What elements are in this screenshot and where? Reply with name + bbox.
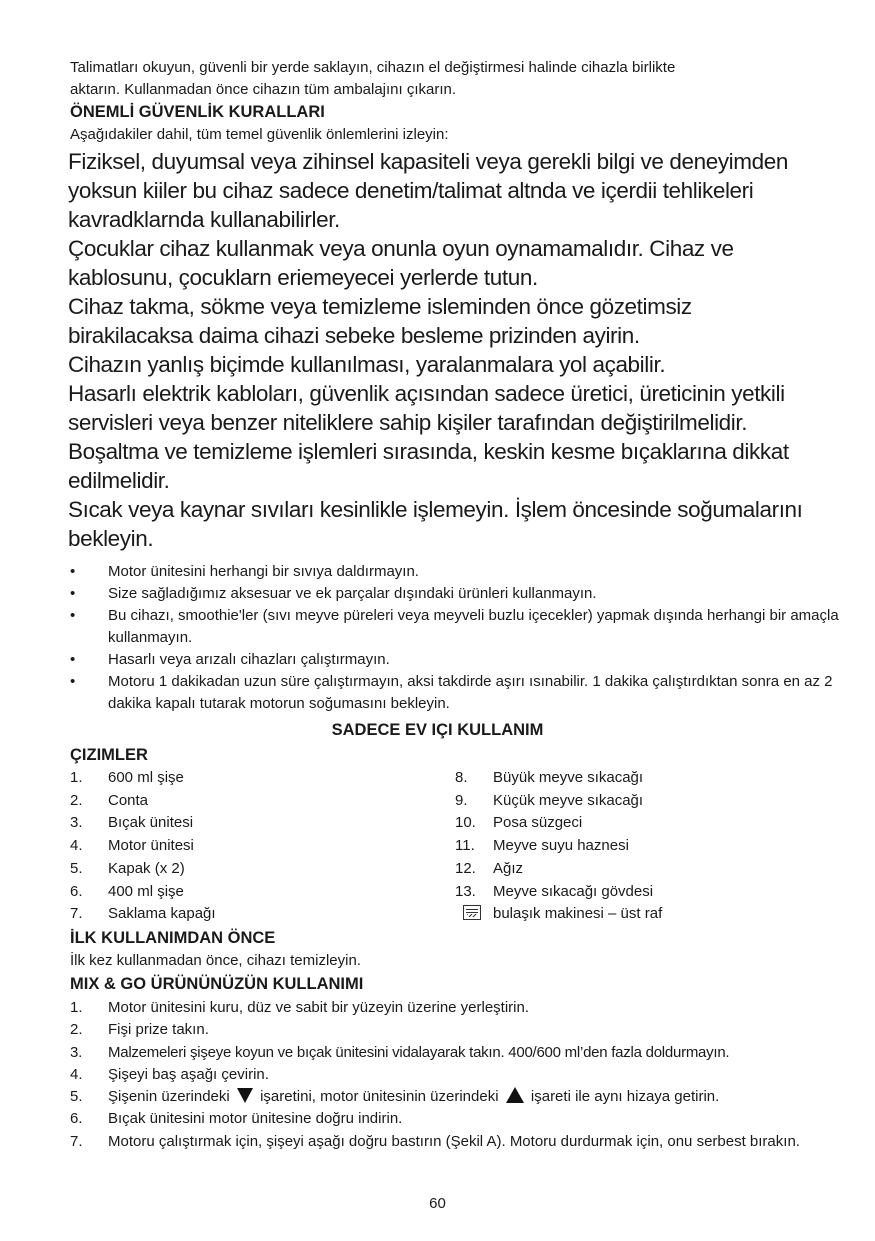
safety-bullet-list [70,561,840,715]
triangle-up-icon [506,1087,524,1103]
warning-line: Hasarlı elektrik kabloları, güvenlik açısından sadece üretici, üreticinin yetkili [68,381,785,406]
page-number: 60 [429,1195,446,1212]
list-item [70,903,430,926]
bullet-icon: • [70,651,76,668]
step-text: Malzemeleri şişeye koyun ve bıçak ünitesini vidalayarak takın. 400/600 ml’den fazla doldurmayın. [108,1043,730,1061]
list-item [70,881,430,904]
list-item [455,790,815,813]
list-item [455,812,815,835]
warning-line: Sıcak veya kaynar sıvıları kesinlikle işlemeyin. İşlem öncesinde soğumalarını [68,497,803,522]
list-item [70,767,430,790]
safety-heading: ÖNEMLİ GÜVENLİK KURALLARI [70,103,325,121]
dishwasher-label: bulaşık makinesi – üst raf [493,905,663,923]
list-item [455,903,815,926]
step-number: 4. [70,1065,83,1083]
step-number: 3. [70,1043,83,1061]
list-item [70,1131,840,1153]
warning-line: Boşaltma ve temizleme işlemleri sırasında, keskin kesme bıçaklarına dikkat [68,439,789,464]
step-text: Motoru çalıştırmak için, şişeyi aşağı doğru bastırın (Şekil A). Motoru durdurmak için, onu serbest bırakın. [108,1132,800,1150]
list-item [70,1064,840,1086]
safety-warnings [68,147,848,553]
step-text: Şişeyi baş aşağı çevirin. [108,1065,269,1083]
item-number: 7. [70,905,83,923]
list-item [70,1042,840,1064]
item-number: 2. [70,791,83,809]
item-label: Kapak (x 2) [108,859,185,877]
intro-line: Talimatları okuyun, güvenli bir yerde saklayın, cihazın el değiştirmesi halinde cihazla birlikte [70,59,676,76]
list-item [70,561,840,583]
item-label: Saklama kapağı [108,905,216,923]
list-item [455,835,815,858]
list-item [70,1108,840,1130]
list-item [70,671,840,715]
step-text: Motor ünitesini kuru, düz ve sabit bir yüzeyin üzerine yerleştirin. [108,999,530,1016]
bullet-icon: • [70,585,76,602]
list-item [455,767,815,790]
item-label: Büyük meyve sıkacağı [493,769,644,786]
item-label: Motor ünitesi [108,837,194,855]
list-item [70,858,430,881]
step-number: 2. [70,1021,83,1039]
bullet-text: Motor ünitesini herhangi bir sıvıya daldırmayın. [108,563,419,580]
bullet-text: Motoru 1 dakikadan uzun süre çalıştırmayın, aksi takdirde aşırı ısınabilir. 1 dakika çalıştırdıktan sonra en az 2 dakika kapalı tutarak motorun soğumasını bekleyin. [108,673,833,712]
item-number: 9. [455,791,468,809]
warning-line: Cihazın yanlış biçimde kullanılması, yaralanmalara yol açabilir. [68,352,666,377]
step-number: 1. [70,999,83,1016]
warning-line: kavradklarnda kullanabilirler. [68,207,340,232]
item-number: 8. [455,769,468,786]
intro-line: aktarın. Kullanmadan önce cihazın tüm ambalajını çıkarın. [70,81,457,98]
step-number: 6. [70,1110,83,1128]
list-item [70,649,840,671]
item-label: Meyve sıkacağı gövdesi [493,882,654,900]
item-number: 12. [455,859,476,877]
intro-paragraph [70,57,830,101]
usage-steps-list [70,997,840,1153]
step-text: işareti ile aynı hizaya getirin. [530,1088,720,1106]
warning-line: bekleyin. [68,526,154,551]
item-number: 5. [70,859,83,877]
list-item [70,812,430,835]
item-number: 11. [455,837,475,855]
list-item [70,835,430,858]
warning-line: birakilacaksa daima cihazi sebeke besleme prizinden ayirin. [68,323,640,348]
item-number: 6. [70,882,83,900]
item-number: 1. [70,769,83,786]
list-item [455,858,815,881]
item-number: 10. [455,814,476,832]
item-label: Meyve suyu haznesi [493,837,629,855]
item-label: 400 ml şişe [108,882,184,900]
warning-line: Fiziksel, duyumsal veya zihinsel kapasiteli veya gerekli bilgi ve deneyimden [68,149,788,174]
dishwasher-icon [463,905,481,920]
list-item [70,1019,840,1041]
list-item [70,605,840,649]
step-text: Fişi prize takın. [108,1021,209,1039]
safety-subtitle: Aşağıdakiler dahil, tüm temel güvenlik önlemlerini izleyin: [70,126,449,143]
usage-heading: MIX & GO ÜRÜNÜNÜZÜN KULLANIMI [70,975,364,993]
warning-line: kablosunu, çocuklarn eriemeyecei yerlerde tutun. [68,265,538,290]
first-use-heading: İLK KULLANIMDAN ÖNCE [70,929,276,947]
list-item [70,1086,840,1108]
step-number: 5. [70,1088,83,1106]
list-item [455,881,815,904]
list-item [70,997,840,1019]
list-item [70,583,840,605]
item-label: Ağız [493,859,524,877]
drawings-list-right [455,767,815,926]
bullet-icon: • [70,607,76,624]
warning-line: servisleri veya benzer niteliklere sahip kişiler tarafından değiştirilmelidir. [68,410,748,435]
bullet-icon: • [70,673,76,690]
item-number: 4. [70,837,83,855]
warning-line: Cihaz takma, sökme veya temizleme isleminden önce gözetimsiz [68,294,692,319]
list-item [70,790,430,813]
item-number: 13. [455,882,476,900]
item-label: Posa süzgeci [493,814,583,832]
item-label: Küçük meyve sıkacağı [493,791,644,809]
step-text: Şişenin üzerindeki [108,1088,230,1106]
bullet-text: Hasarlı veya arızalı cihazları çalıştırmayın. [108,651,390,668]
bullet-text: Bu cihazı, smoothie'ler (sıvı meyve püreleri veya meyveli buzlu içecekler) yapmak dışında herhangi bir amaçla kullanmayın. [108,607,839,646]
drawings-list-left [70,767,430,926]
warning-line: edilmelidir. [68,468,170,493]
step-text: Bıçak ünitesini motor ünitesine doğru indirin. [108,1110,403,1128]
warning-line: yoksun kiiler bu cihaz sadece denetim/talimat altnda ve içerdii tehlikeleri [68,178,754,203]
item-number: 3. [70,814,83,832]
item-label: Bıçak ünitesi [108,814,194,832]
warning-line: Çocuklar cihaz kullanmak veya onunla oyun oynamamalıdır. Cihaz ve [68,236,734,261]
bullet-text: Size sağladığımız aksesuar ve ek parçalar dışındaki ürünleri kullanmayın. [108,585,597,602]
step-number: 7. [70,1132,83,1150]
item-label: Conta [108,791,149,809]
household-use-heading: SADECE EV IÇI KULLANIM [331,721,544,739]
first-use-text: İlk kez kullanmadan önce, cihazı temizleyin. [70,952,361,969]
bullet-icon: • [70,563,76,580]
drawings-heading: ÇIZIMLER [70,746,148,764]
triangle-down-icon [237,1088,253,1103]
step-text: işaretini, motor ünitesinin üzerindeki [260,1088,499,1106]
item-label: 600 ml şişe [108,769,184,786]
